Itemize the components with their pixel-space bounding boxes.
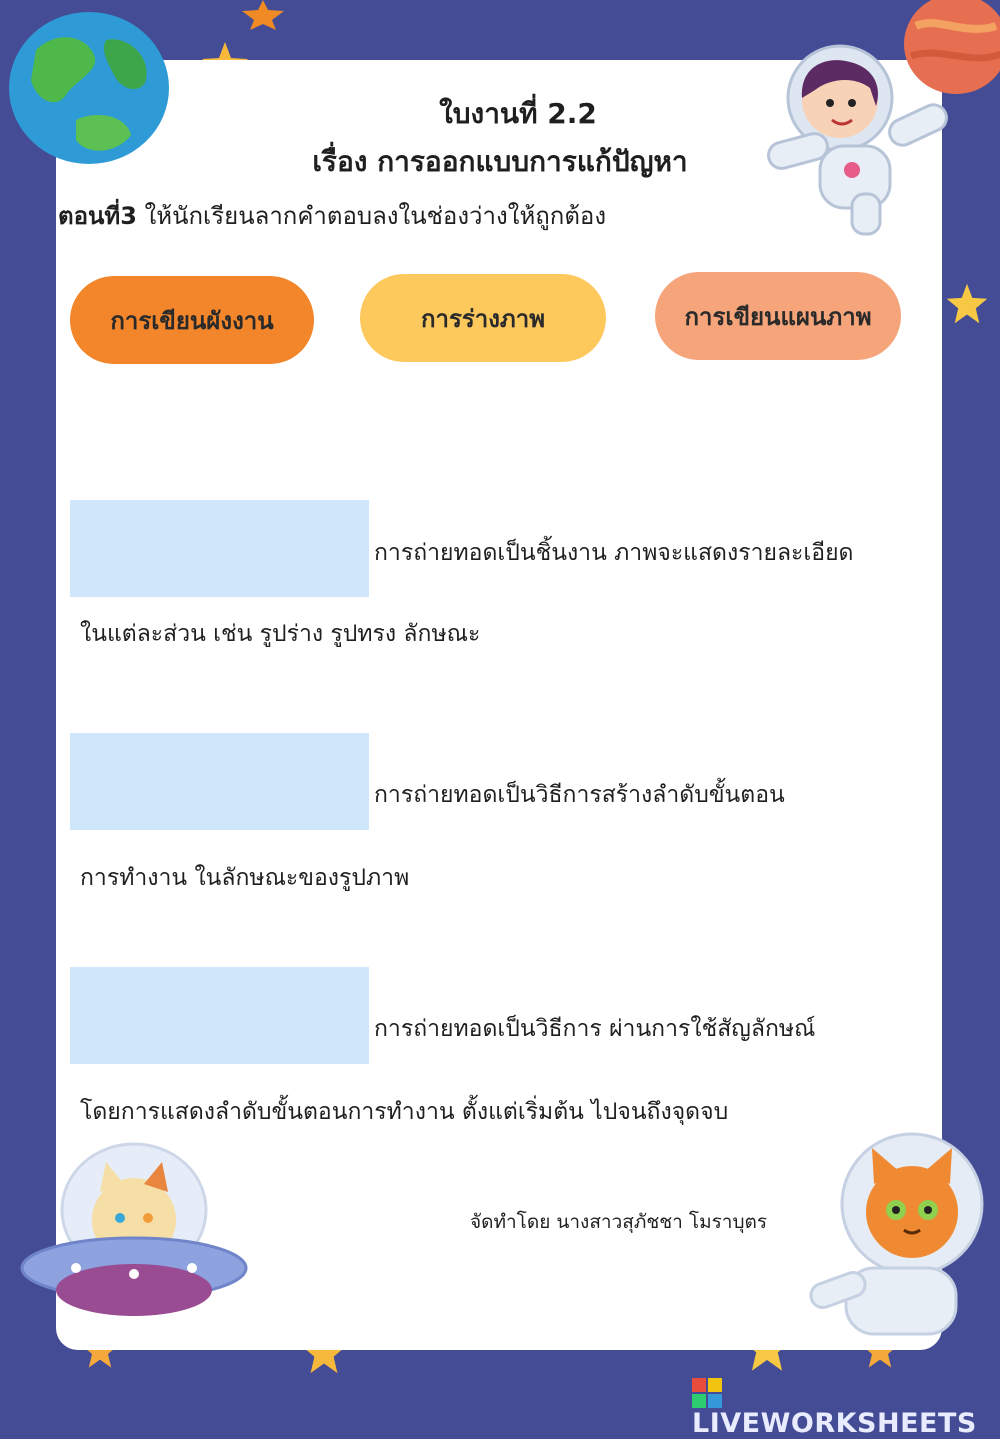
question-2-line-1: การถ่ายทอดเป็นวิธีการสร้างลำดับขั้นตอน: [374, 782, 785, 808]
instruction-text: [58, 196, 606, 235]
liveworksheets-logo: [692, 1376, 1000, 1439]
question-2-line-2: การทำงาน ในลักษณะของรูปภาพ: [80, 865, 410, 891]
instruction-body: ให้นักเรียนลากคำตอบลงในช่องว่างให้ถูกต้อง: [136, 202, 607, 230]
question-3-line-2: โดยการแสดงลำดับขั้นตอนการทำงาน ตั้งแต่เริ่มต้น ไปจนถึงจุดจบ: [80, 1099, 729, 1125]
question-1-line-1: การถ่ายทอดเป็นชิ้นงาน ภาพจะแสดงรายละเอียด: [374, 540, 854, 566]
answer-chip-diagram[interactable]: การเขียนแผนภาพ: [655, 272, 901, 360]
answer-drop-zone-1[interactable]: [70, 500, 369, 597]
worksheet-subtitle: เรื่อง การออกแบบการแก้ปัญหา: [312, 145, 688, 178]
star-icon: [945, 282, 989, 326]
worksheet-title: ใบงานที่ 2.2: [439, 97, 597, 130]
answer-drop-zone-3[interactable]: [70, 967, 369, 1064]
cat-astronaut-icon: [800, 1128, 1000, 1348]
answer-chip-sketch[interactable]: การร่างภาพ: [360, 274, 606, 362]
answer-chip-flowchart[interactable]: การเขียนผังงาน: [70, 276, 314, 364]
cat-ufo-icon: [16, 1140, 256, 1330]
star-icon: [240, 0, 286, 30]
question-1-line-2: ในแต่ละส่วน เช่น รูปร่าง รูปทรง ลักษณะ: [80, 621, 481, 647]
author-credit: จัดทำโดย นางสาวสุภัชชา โมราบุตร: [470, 1211, 768, 1233]
instruction-label: ตอนที่3: [58, 202, 137, 230]
answer-drop-zone-2[interactable]: [70, 733, 369, 830]
liveworksheets-icon: [692, 1378, 722, 1408]
question-3-line-1: การถ่ายทอดเป็นวิธีการ ผ่านการใช้สัญลักษณ์: [374, 1016, 816, 1042]
brand-text: LIVEWORKSHEETS: [692, 1407, 977, 1439]
